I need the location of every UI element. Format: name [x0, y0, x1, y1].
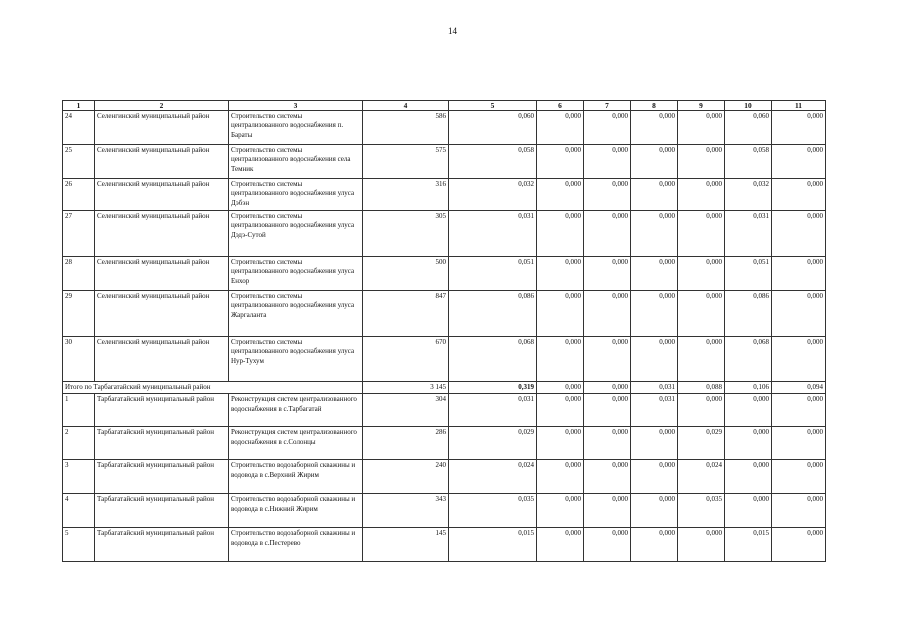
cell-col-8: 0,000	[631, 337, 678, 382]
object-description: Строительство системы централизованного водоснабжения улуса Дэбэн	[229, 179, 363, 211]
header-col-9: 9	[678, 101, 725, 111]
cell-col-7: 0,000	[584, 382, 631, 394]
cell-col-5: 0,031	[449, 211, 537, 257]
cell-col-7: 0,000	[584, 179, 631, 211]
cell-col-11: 0,000	[772, 257, 826, 291]
data-table	[62, 100, 826, 562]
table-row	[63, 145, 826, 179]
cell-col-5: 0,058	[449, 145, 537, 179]
cell-col-6: 0,000	[537, 382, 584, 394]
cell-col-10: 0,000	[725, 427, 772, 460]
table-summary-row	[63, 382, 826, 394]
cell-col-8: 0,000	[631, 111, 678, 145]
object-description: Строительство системы централизованного водоснабжения улуса Енхор	[229, 257, 363, 291]
cell-col-8: 0,000	[631, 494, 678, 528]
district-name: Тарбагатайский муниципальный район	[95, 460, 229, 494]
cell-col-6: 0,000	[537, 145, 584, 179]
cell-col-8: 0,000	[631, 179, 678, 211]
district-name: Селенгинский муниципальный район	[95, 291, 229, 337]
cell-col-4: 847	[363, 291, 449, 337]
cell-col-7: 0,000	[584, 528, 631, 562]
header-col-7: 7	[584, 101, 631, 111]
cell-col-7: 0,000	[584, 337, 631, 382]
cell-col-11: 0,000	[772, 145, 826, 179]
cell-col-10: 0,015	[725, 528, 772, 562]
table-body	[63, 111, 826, 562]
cell-col-10: 0,068	[725, 337, 772, 382]
table-row	[63, 179, 826, 211]
cell-col-9: 0,000	[678, 111, 725, 145]
table-row	[63, 337, 826, 382]
district-name: Тарбагатайский муниципальный район	[95, 394, 229, 427]
cell-col-6: 0,000	[537, 111, 584, 145]
object-description: Строительство системы централизованного водоснабжения п. Бараты	[229, 111, 363, 145]
row-number: 24	[63, 111, 95, 145]
row-number: 27	[63, 211, 95, 257]
header-row	[63, 101, 826, 111]
cell-col-6: 0,000	[537, 494, 584, 528]
cell-col-4: 575	[363, 145, 449, 179]
cell-col-4: 286	[363, 427, 449, 460]
header-col-1: 1	[63, 101, 95, 111]
cell-col-8: 0,000	[631, 291, 678, 337]
cell-col-9: 0,000	[678, 145, 725, 179]
row-number: 2	[63, 427, 95, 460]
table-row	[63, 427, 826, 460]
header-col-2: 2	[95, 101, 229, 111]
object-description: Строительство системы централизованного водоснабжения улуса Жаргаланта	[229, 291, 363, 337]
cell-col-11: 0,000	[772, 528, 826, 562]
table-row	[63, 460, 826, 494]
cell-col-10: 0,000	[725, 394, 772, 427]
cell-col-5: 0,024	[449, 460, 537, 494]
header-col-3: 3	[229, 101, 363, 111]
header-col-11: 11	[772, 101, 826, 111]
row-number: 3	[63, 460, 95, 494]
header-col-4: 4	[363, 101, 449, 111]
header-col-6: 6	[537, 101, 584, 111]
cell-col-4: 343	[363, 494, 449, 528]
cell-col-9: 0,000	[678, 211, 725, 257]
cell-col-5: 0,051	[449, 257, 537, 291]
district-name: Селенгинский муниципальный район	[95, 179, 229, 211]
cell-col-5: 0,035	[449, 494, 537, 528]
table-row	[63, 111, 826, 145]
header-col-10: 10	[725, 101, 772, 111]
cell-col-6: 0,000	[537, 427, 584, 460]
page-number: 14	[448, 26, 457, 36]
cell-col-5: 0,319	[449, 382, 537, 394]
cell-col-10: 0,051	[725, 257, 772, 291]
row-number: 26	[63, 179, 95, 211]
cell-col-9: 0,000	[678, 291, 725, 337]
cell-col-4: 670	[363, 337, 449, 382]
cell-col-4: 145	[363, 528, 449, 562]
cell-col-11: 0,094	[772, 382, 826, 394]
row-number: 1	[63, 394, 95, 427]
cell-col-10: 0,000	[725, 494, 772, 528]
table-row	[63, 494, 826, 528]
cell-col-6: 0,000	[537, 394, 584, 427]
district-name: Тарбагатайский муниципальный район	[95, 427, 229, 460]
summary-label: Итого по Тарбагатайский муниципальный район	[63, 382, 363, 394]
cell-col-5: 0,032	[449, 179, 537, 211]
object-description: Строительство системы централизованного водоснабжения села Темник	[229, 145, 363, 179]
district-name: Селенгинский муниципальный район	[95, 211, 229, 257]
cell-col-8: 0,000	[631, 257, 678, 291]
district-name: Селенгинский муниципальный район	[95, 111, 229, 145]
cell-col-6: 0,000	[537, 179, 584, 211]
cell-col-11: 0,000	[772, 394, 826, 427]
object-description: Строительство водозаборной скважины и водовода в с.Пестерево	[229, 528, 363, 562]
cell-col-7: 0,000	[584, 291, 631, 337]
object-description: Строительство водозаборной скважины и водовода в с.Нижний Жирим	[229, 494, 363, 528]
object-description: Реконструкция систем централизованного водоснабжения в с.Тарбагатай	[229, 394, 363, 427]
cell-col-4: 304	[363, 394, 449, 427]
row-number: 29	[63, 291, 95, 337]
cell-col-5: 0,068	[449, 337, 537, 382]
header-col-8: 8	[631, 101, 678, 111]
cell-col-7: 0,000	[584, 257, 631, 291]
cell-col-8: 0,031	[631, 394, 678, 427]
cell-col-8: 0,031	[631, 382, 678, 394]
cell-col-7: 0,000	[584, 145, 631, 179]
district-name: Селенгинский муниципальный район	[95, 145, 229, 179]
district-name: Тарбагатайский муниципальный район	[95, 528, 229, 562]
row-number: 4	[63, 494, 95, 528]
district-name: Тарбагатайский муниципальный район	[95, 494, 229, 528]
object-description: Строительство системы централизованного водоснабжения улуса Нур-Тухум	[229, 337, 363, 382]
cell-col-6: 0,000	[537, 211, 584, 257]
cell-col-11: 0,000	[772, 427, 826, 460]
cell-col-8: 0,000	[631, 460, 678, 494]
cell-col-11: 0,000	[772, 111, 826, 145]
object-description: Строительство системы централизованного водоснабжения улуса Дэдэ-Сутой	[229, 211, 363, 257]
cell-col-5: 0,015	[449, 528, 537, 562]
row-number: 25	[63, 145, 95, 179]
cell-col-8: 0,000	[631, 145, 678, 179]
cell-col-9: 0,024	[678, 460, 725, 494]
cell-col-10: 0,106	[725, 382, 772, 394]
cell-col-6: 0,000	[537, 337, 584, 382]
cell-col-9: 0,000	[678, 179, 725, 211]
object-description: Реконструкция систем централизованного водоснабжения в с.Солонцы	[229, 427, 363, 460]
row-number: 30	[63, 337, 95, 382]
object-description: Строительство водозаборной скважины и водовода в с.Верхний Жирим	[229, 460, 363, 494]
cell-col-5: 0,029	[449, 427, 537, 460]
cell-col-4: 316	[363, 179, 449, 211]
cell-col-9: 0,000	[678, 257, 725, 291]
cell-col-8: 0,000	[631, 528, 678, 562]
table-row	[63, 211, 826, 257]
cell-col-4: 500	[363, 257, 449, 291]
cell-col-7: 0,000	[584, 494, 631, 528]
cell-col-4: 305	[363, 211, 449, 257]
cell-col-7: 0,000	[584, 394, 631, 427]
cell-col-10: 0,086	[725, 291, 772, 337]
cell-col-7: 0,000	[584, 111, 631, 145]
cell-col-11: 0,000	[772, 291, 826, 337]
district-name: Селенгинский муниципальный район	[95, 337, 229, 382]
cell-col-9: 0,029	[678, 427, 725, 460]
cell-col-7: 0,000	[584, 211, 631, 257]
cell-col-6: 0,000	[537, 257, 584, 291]
cell-col-9: 0,000	[678, 528, 725, 562]
cell-col-11: 0,000	[772, 211, 826, 257]
cell-col-11: 0,000	[772, 494, 826, 528]
cell-col-11: 0,000	[772, 460, 826, 494]
table-row	[63, 291, 826, 337]
cell-col-4: 3 145	[363, 382, 449, 394]
cell-col-10: 0,058	[725, 145, 772, 179]
cell-col-6: 0,000	[537, 460, 584, 494]
cell-col-8: 0,000	[631, 211, 678, 257]
cell-col-6: 0,000	[537, 291, 584, 337]
cell-col-4: 586	[363, 111, 449, 145]
cell-col-10: 0,060	[725, 111, 772, 145]
table-row	[63, 394, 826, 427]
cell-col-5: 0,086	[449, 291, 537, 337]
cell-col-10: 0,031	[725, 211, 772, 257]
cell-col-11: 0,000	[772, 337, 826, 382]
district-name: Селенгинский муниципальный район	[95, 257, 229, 291]
table-row	[63, 528, 826, 562]
cell-col-9: 0,088	[678, 382, 725, 394]
cell-col-4: 240	[363, 460, 449, 494]
cell-col-9: 0,000	[678, 394, 725, 427]
header-col-5: 5	[449, 101, 537, 111]
cell-col-6: 0,000	[537, 528, 584, 562]
cell-col-7: 0,000	[584, 427, 631, 460]
row-number: 5	[63, 528, 95, 562]
cell-col-10: 0,000	[725, 460, 772, 494]
cell-col-7: 0,000	[584, 460, 631, 494]
cell-col-8: 0,000	[631, 427, 678, 460]
cell-col-5: 0,031	[449, 394, 537, 427]
cell-col-11: 0,000	[772, 179, 826, 211]
cell-col-9: 0,035	[678, 494, 725, 528]
table-row	[63, 257, 826, 291]
row-number: 28	[63, 257, 95, 291]
cell-col-10: 0,032	[725, 179, 772, 211]
cell-col-5: 0,060	[449, 111, 537, 145]
cell-col-9: 0,000	[678, 337, 725, 382]
